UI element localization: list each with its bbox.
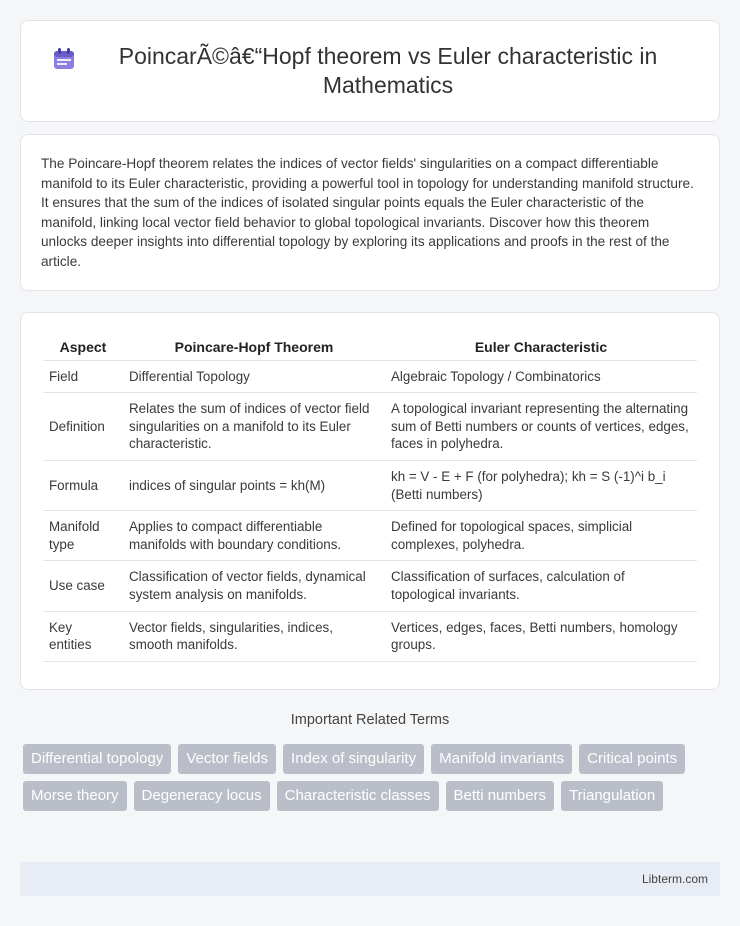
cell-aspect: Field xyxy=(43,360,123,393)
related-term-tag[interactable]: Characteristic classes xyxy=(277,781,439,811)
table-header-row xyxy=(43,333,697,360)
header-aspect: Aspect xyxy=(43,333,123,360)
cell-poincare-hopf: Classification of vector fields, dynamical system analysis on manifolds. xyxy=(123,561,385,611)
cell-euler: A topological invariant representing the alternating sum of Betti numbers or counts of vertices, edges, faces in polyhedra. xyxy=(385,393,697,461)
cell-euler: Defined for topological spaces, simplicial complexes, polyhedra. xyxy=(385,511,697,561)
cell-aspect: Formula xyxy=(43,460,123,510)
cell-euler: Algebraic Topology / Combinatorics xyxy=(385,360,697,393)
table-row xyxy=(43,511,697,561)
table-row xyxy=(43,561,697,611)
cell-aspect: Manifold type xyxy=(43,511,123,561)
cell-euler: Vertices, edges, faces, Betti numbers, homology groups. xyxy=(385,611,697,661)
related-term-tag[interactable]: Betti numbers xyxy=(446,781,555,811)
comparison-table xyxy=(43,333,697,662)
related-term-tag[interactable]: Critical points xyxy=(579,744,685,774)
table-row xyxy=(43,360,697,393)
page-title: PoincarÃ©â€“Hopf theorem vs Euler characteristic in Mathematics xyxy=(118,43,658,98)
related-term-tag[interactable]: Triangulation xyxy=(561,781,663,811)
related-term-tag[interactable]: Degeneracy locus xyxy=(134,781,270,811)
description-text: The Poincare-Hopf theorem relates the indices of vector fields' singularities on a compact differentiable manifold to its Euler characteristic, providing a powerful tool in topology for understanding manifold structure. It ensures that the sum of the indices of isolated singular points equals the Euler characteristic of the manifold, linking local vector field behavior to global topological invariants. Discover how this theorem unlocks deeper insights into differential topology by exploring its applications and proofs in the rest of the article. xyxy=(41,156,694,269)
title-wrap xyxy=(51,42,689,100)
related-terms-list xyxy=(23,744,723,811)
related-term-tag[interactable]: Differential topology xyxy=(23,744,171,774)
table-row xyxy=(43,393,697,461)
footer xyxy=(20,862,720,896)
related-terms-title: Important Related Terms xyxy=(290,712,450,728)
header-euler: Euler Characteristic xyxy=(385,333,697,360)
related-term-tag[interactable]: Vector fields xyxy=(178,744,276,774)
footer-site-link[interactable]: Libterm.com xyxy=(641,872,708,886)
cell-aspect: Key entities xyxy=(43,611,123,661)
description-card xyxy=(20,134,720,291)
header-poincare-hopf: Poincare-Hopf Theorem xyxy=(123,333,385,360)
title-card xyxy=(20,20,720,122)
cell-aspect: Use case xyxy=(43,561,123,611)
calendar-icon xyxy=(51,46,77,72)
cell-euler: Classification of surfaces, calculation of topological invariants. xyxy=(385,561,697,611)
table-row xyxy=(43,460,697,510)
related-term-tag[interactable]: Manifold invariants xyxy=(431,744,572,774)
cell-poincare-hopf: Differential Topology xyxy=(123,360,385,393)
cell-poincare-hopf: indices of singular points = kh(M) xyxy=(123,460,385,510)
cell-poincare-hopf: Applies to compact differentiable manifolds with boundary conditions. xyxy=(123,511,385,561)
cell-euler: kh = V - E + F (for polyhedra); kh = S (-1)^i b_i (Betti numbers) xyxy=(385,460,697,510)
cell-poincare-hopf: Relates the sum of indices of vector field singularities on a manifold to its Euler characteristic. xyxy=(123,393,385,461)
comparison-table-card xyxy=(20,312,720,690)
table-row xyxy=(43,611,697,661)
cell-aspect: Definition xyxy=(43,393,123,461)
related-term-tag[interactable]: Morse theory xyxy=(23,781,127,811)
cell-poincare-hopf: Vector fields, singularities, indices, smooth manifolds. xyxy=(123,611,385,661)
related-term-tag[interactable]: Index of singularity xyxy=(283,744,424,774)
